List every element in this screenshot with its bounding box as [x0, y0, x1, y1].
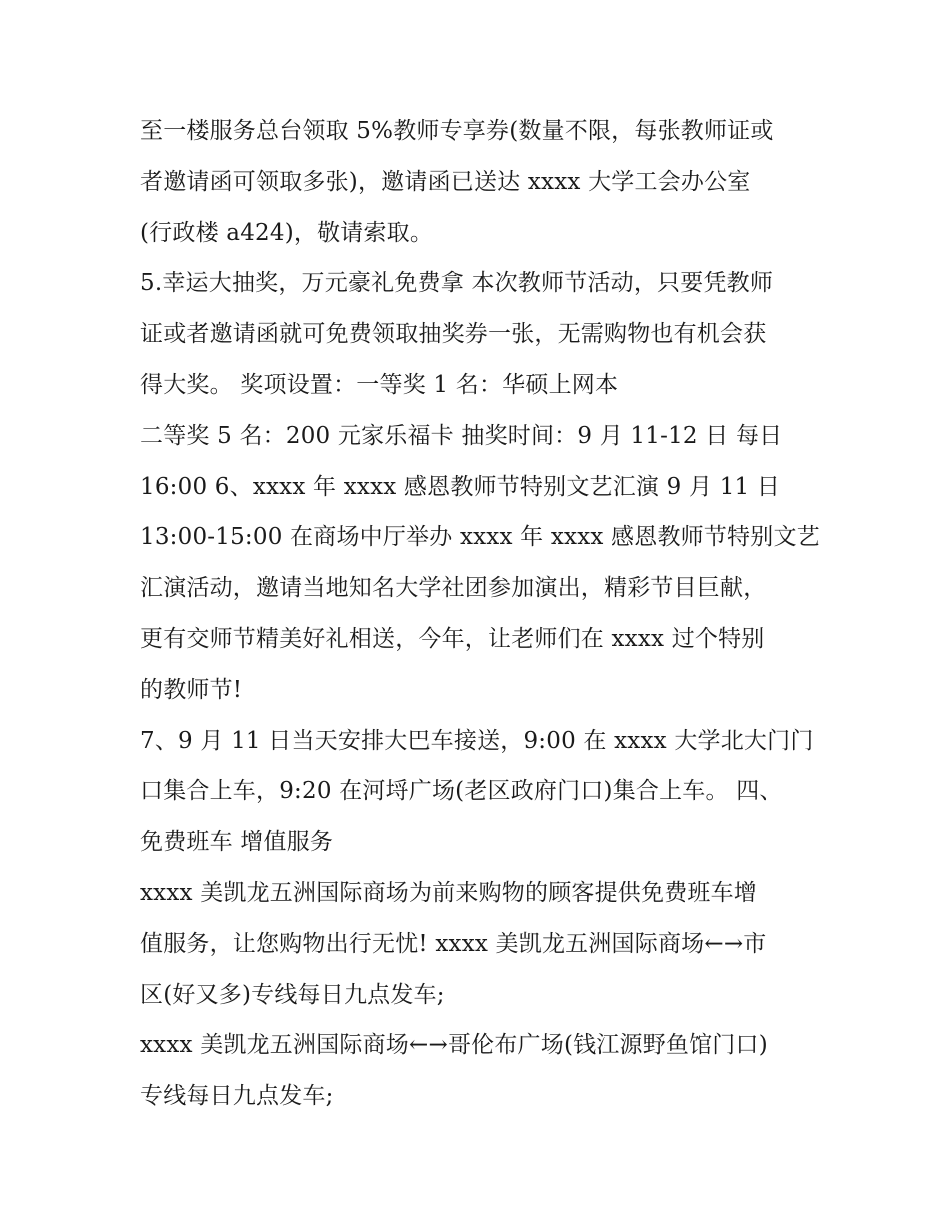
text-line: 13:00-15:00 在商场中厅举办 xxxx 年 xxxx 感恩教师节特别文艺	[140, 524, 820, 551]
text-line: 证或者邀请函就可免费领取抽奖券一张，无需购物也有机会获	[140, 321, 767, 348]
text-line: 7、9 月 11 日当天安排大巴车接送，9:00 在 xxxx 大学北大门门	[140, 727, 814, 754]
text-line: 得大奖。 奖项设置：一等奖 1 名：华硕上网本	[140, 371, 619, 398]
text-line: (行政楼 a424)，敬请索取。	[140, 219, 434, 246]
document-body	[140, 106, 820, 1122]
text-line: 区(好又多)专线每日九点发车;	[140, 981, 445, 1008]
text-line: 至一楼服务总台领取 5%教师专享券(数量不限，每张教师证或	[140, 118, 774, 144]
text-line: 5.幸运大抽奖，万元豪礼免费拿 本次教师节活动，只要凭教师	[140, 270, 774, 297]
text-line: 更有交师节精美好礼相送，今年，让老师们在 xxxx 过个特别	[140, 625, 765, 652]
text-line: 汇演活动，邀请当地知名大学社团参加演出，精彩节目巨献，	[140, 575, 767, 602]
text-line: xxxx 美凯龙五洲国际商场←→哥伦布广场(钱江源野鱼馆门口)	[140, 1032, 768, 1059]
text-line: 专线每日九点发车;	[140, 1083, 334, 1110]
text-line: 的教师节!	[140, 676, 243, 703]
text-line: 口集合上车，9:20 在河埒广场(老区政府门口)集合上车。 四、	[140, 778, 783, 805]
text-line: 免费班车 增值服务	[140, 829, 334, 856]
text-line: 16:00 6、xxxx 年 xxxx 感恩教师节特别文艺汇演 9 月 11 日	[140, 473, 781, 500]
text-line: 值服务，让您购物出行无忧! xxxx 美凯龙五洲国际商场←→市	[140, 930, 767, 957]
text-line: xxxx 美凯龙五洲国际商场为前来购物的顾客提供免费班车增	[140, 879, 757, 906]
text-line: 二等奖 5 名：200 元家乐福卡 抽奖时间：9 月 11-12 日 每日	[140, 422, 783, 449]
text-line: 者邀请函可领取多张)，邀请函已送达 xxxx 大学工会办公室	[140, 168, 751, 195]
